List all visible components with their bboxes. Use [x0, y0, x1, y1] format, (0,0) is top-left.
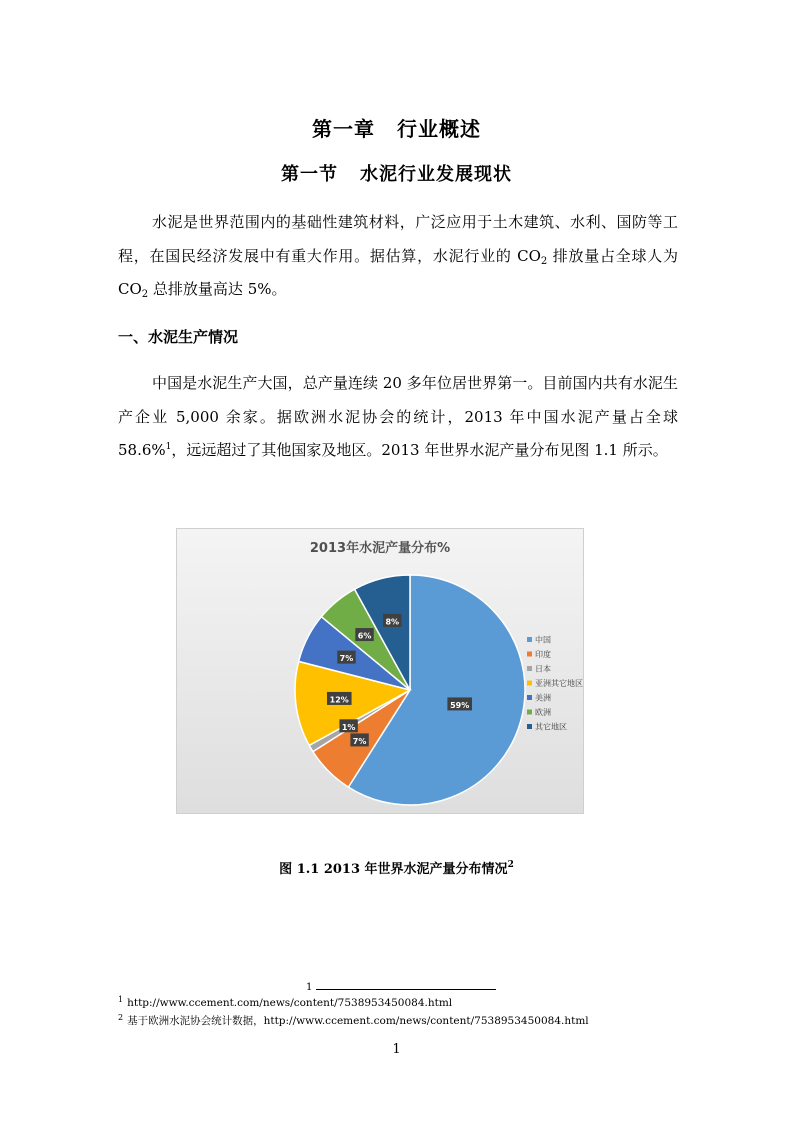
legend-item-china: [527, 635, 551, 645]
legend-swatch: [527, 695, 532, 700]
legend-label: 亚洲其它地区: [535, 679, 583, 688]
data-label-text: 59%: [450, 700, 470, 710]
legend-swatch: [527, 681, 532, 686]
legend-swatch: [527, 637, 532, 642]
footnote-ref[interactable]: 2: [507, 860, 514, 870]
legend-label: 其它地区: [535, 722, 567, 732]
legend-swatch: [527, 652, 532, 657]
footnote-text[interactable]: http://www.ccement.com/news/content/7538953450084.html: [127, 997, 453, 1009]
chapter-title: 行业概述: [397, 117, 481, 141]
footnote-2: [118, 1013, 589, 1028]
intro-paragraph: [118, 206, 678, 307]
data-label-europe: [355, 628, 373, 641]
figure-caption: [0, 858, 793, 877]
legend-swatch: [527, 710, 532, 715]
legend-swatch: [527, 666, 532, 671]
data-label-text: 1%: [341, 722, 356, 732]
data-label-japan: [339, 719, 357, 732]
data-label-other-asia: [327, 692, 352, 705]
intro-text-3: 总排放量高达 5%。: [148, 280, 287, 298]
data-label-text: 7%: [339, 654, 354, 664]
data-label-text: 7%: [352, 736, 367, 746]
data-label-china: [447, 697, 472, 710]
legend-label: 印度: [535, 650, 551, 659]
subsection-heading: 一、水泥生产情况: [118, 328, 239, 346]
chapter-heading: [0, 113, 793, 142]
legend-item-india: [527, 649, 551, 659]
section-title: 水泥行业发展现状: [360, 164, 512, 185]
footnote-separator-marker: 1: [306, 982, 313, 993]
footnote-1: [118, 997, 452, 1009]
data-label-americas: [337, 651, 355, 664]
legend-item-other-asia: [527, 678, 583, 688]
legend-item-americas: [527, 693, 551, 703]
pie-chart: [176, 528, 584, 814]
footnote-separator: [316, 989, 496, 990]
co2-subscript: 2: [141, 289, 149, 300]
footnote-number: 1: [118, 995, 124, 1004]
legend-label: 欧洲: [535, 708, 551, 717]
chart-title: 2013年水泥产量分布%: [309, 541, 451, 556]
data-label-text: 6%: [357, 631, 372, 641]
intro-text-2: 排放量占全球人为 CO: [118, 246, 678, 298]
data-label-text: 12%: [329, 695, 349, 705]
production-text-2: ，远远超过了其他国家及地区。2013 年世界水泥产量分布见图 1.1 所示。: [171, 441, 668, 459]
data-label-india: [350, 733, 368, 746]
legend-label: 中国: [535, 635, 551, 645]
footnote-text[interactable]: 基于欧洲水泥协会统计数据，http://www.ccement.com/news/content/7538953450084.html: [127, 1015, 589, 1027]
legend-item-japan: [527, 664, 551, 674]
legend-item-other-regions: [527, 722, 567, 732]
figure-caption-text: 图 1.1 2013 年世界水泥产量分布情况: [279, 862, 508, 877]
page-number: 1: [392, 1042, 401, 1057]
legend-label: 美洲: [535, 693, 551, 703]
section-label: 第一节: [281, 164, 338, 185]
intro-text-1: 水泥是世界范围内的基础性建筑材料，广泛应用于土木建筑、水利、国防等工程，在国民经济发展中有重大作用。据估算，水泥行业的 CO: [118, 213, 678, 265]
legend-swatch: [527, 724, 532, 729]
footnote-ref[interactable]: 1: [165, 442, 172, 452]
pie-chart-svg: [177, 529, 583, 813]
production-paragraph: [118, 367, 678, 468]
legend-label: 日本: [535, 664, 551, 674]
production-text-1: 中国是水泥生产大国，总产量连续 20 多年位居世界第一。目前国内共有水泥生产企业 5,000 余家。据欧洲水泥协会的统计，2013 年中国水泥产量占全球 58.6%: [118, 374, 678, 459]
chapter-label: 第一章: [312, 117, 375, 141]
co2-subscript: 2: [540, 255, 548, 267]
data-label-text: 8%: [385, 617, 400, 627]
section-heading: [0, 160, 793, 186]
legend-item-europe: [527, 707, 551, 717]
data-label-other-regions: [383, 614, 401, 627]
footnote-number: 2: [118, 1013, 124, 1022]
